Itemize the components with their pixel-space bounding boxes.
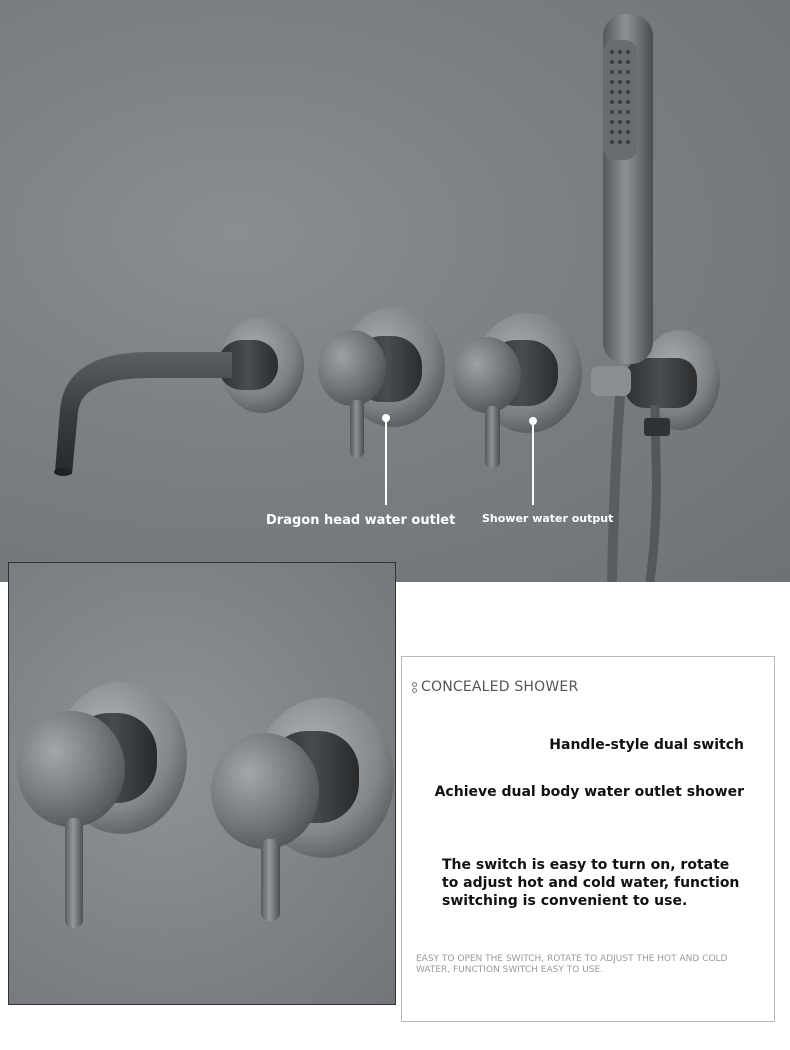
feature-handle-dual-switch: Handle-style dual switch: [549, 737, 744, 753]
spout-fixture: [54, 317, 304, 476]
switch-knob-right: [211, 698, 394, 921]
product-photo-dual-switch: [8, 562, 396, 1005]
callout-dot-shower: [529, 417, 537, 425]
info-card: [401, 656, 775, 1022]
callout-shower-label: Shower water output: [482, 512, 614, 525]
switch-knob-left: [17, 682, 187, 928]
dual-switch-illustration: [9, 563, 395, 1004]
feature-dual-outlet: Achieve dual body water outlet shower: [434, 784, 744, 800]
callout-dragon-head-label: Dragon head water outlet: [266, 513, 456, 528]
description-text: The switch is easy to turn on, rotate to adjust hot and cold water, function switching is convenient to use.: [442, 857, 740, 909]
handheld-shower: [591, 14, 720, 582]
callout-dot-dragon: [382, 414, 390, 422]
card-heading-text: CONCEALED SHOWER: [421, 679, 579, 695]
card-heading: [412, 679, 578, 695]
mixer-knob-shower: [453, 313, 582, 468]
dots-icon: [412, 682, 417, 693]
description-small-text: EASY TO OPEN THE SWITCH, ROTATE TO ADJUST THE HOT AND COLD WATER, FUNCTION SWITCH EASY TO USE.: [416, 954, 728, 975]
mixer-knob-dragon-head: [318, 307, 445, 458]
